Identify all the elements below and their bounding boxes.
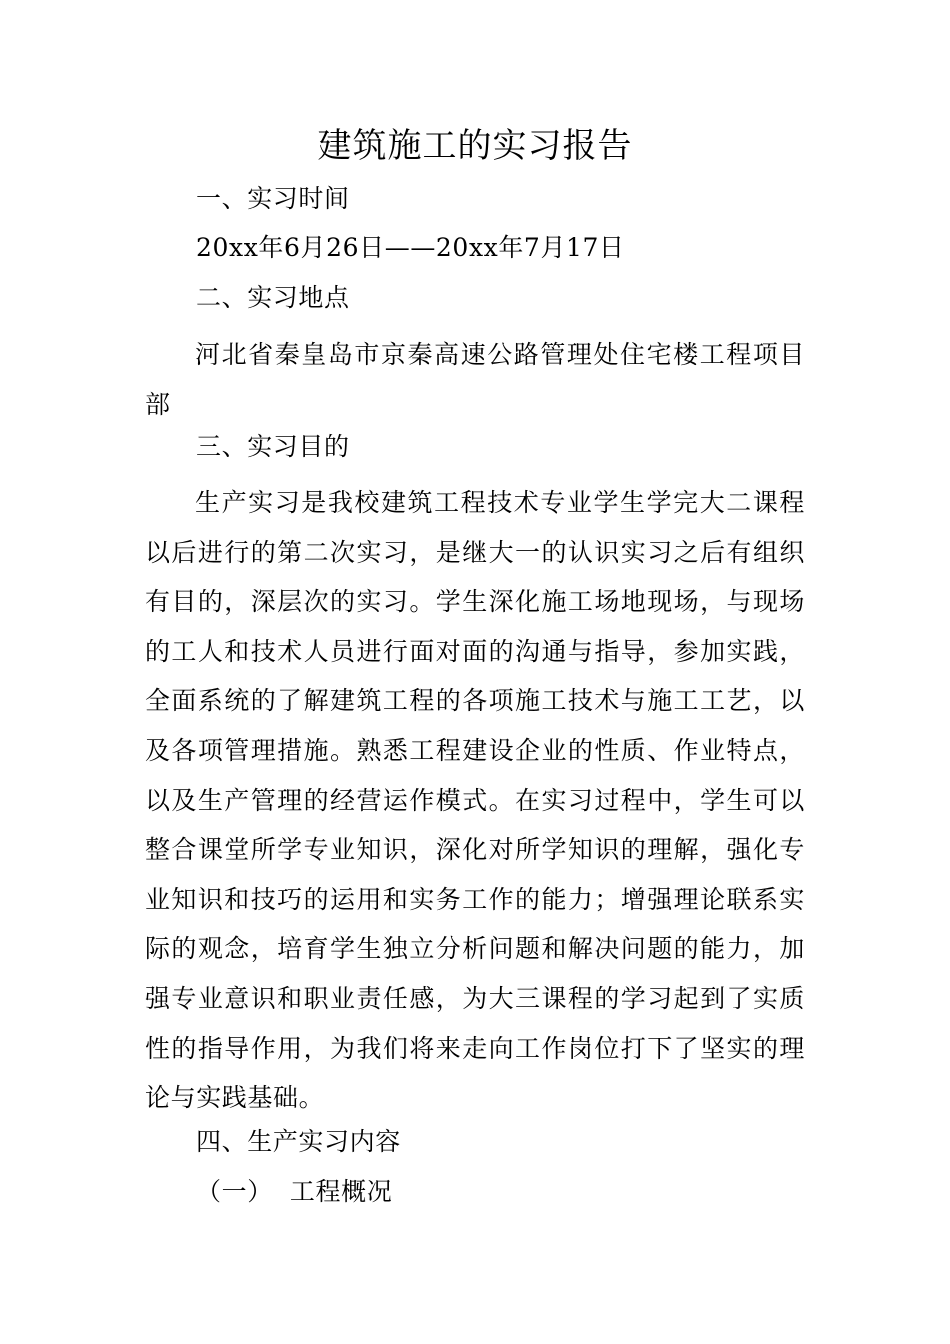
purpose-paragraph: 生产实习是我校建筑工程技术专业学生学完大二课程以后进行的第二次实习，是继大一的认识实习之后有组织有目的，深层次的实习。学生深化施工场地现场，与现场的工人和技术人员进行面对面的沟通与指导，参加实践，全面系统的了解建筑工程的各项施工技术与施工工艺，以及各项管理措施。熟悉工程建设企业的性质、作业特点，以及生产管理的经营运作模式。在实习过程中，学生可以整合课堂所学专业知识，深化对所学知识的理解，强化专业知识和技巧的运用和实务工作的能力；增强理论联系实际的观念，培育学生独立分析问题和解决问题的能力，加强专业意识和职业责任感，为大三课程的学习起到了实质性的指导作用，为我们将来走向工作岗位打下了坚实的理论与实践基础。 [145, 488, 805, 1113]
subsection-heading-overview: （一） 工程概况 [196, 1177, 393, 1206]
internship-location: 河北省秦皇岛市京秦高速公路管理处住宅楼工程项目部 [145, 340, 805, 419]
section-heading-content: 四、生产实习内容 [196, 1127, 401, 1156]
section-heading-time: 一、实习时间 [196, 184, 350, 213]
document-title: 建筑施工的实习报告 [317, 126, 633, 166]
section-heading-location: 二、实习地点 [196, 283, 350, 312]
section-heading-purpose: 三、实习目的 [196, 432, 350, 461]
internship-dates: 20xx年6月26日——20xx年7月17日 [196, 233, 625, 262]
